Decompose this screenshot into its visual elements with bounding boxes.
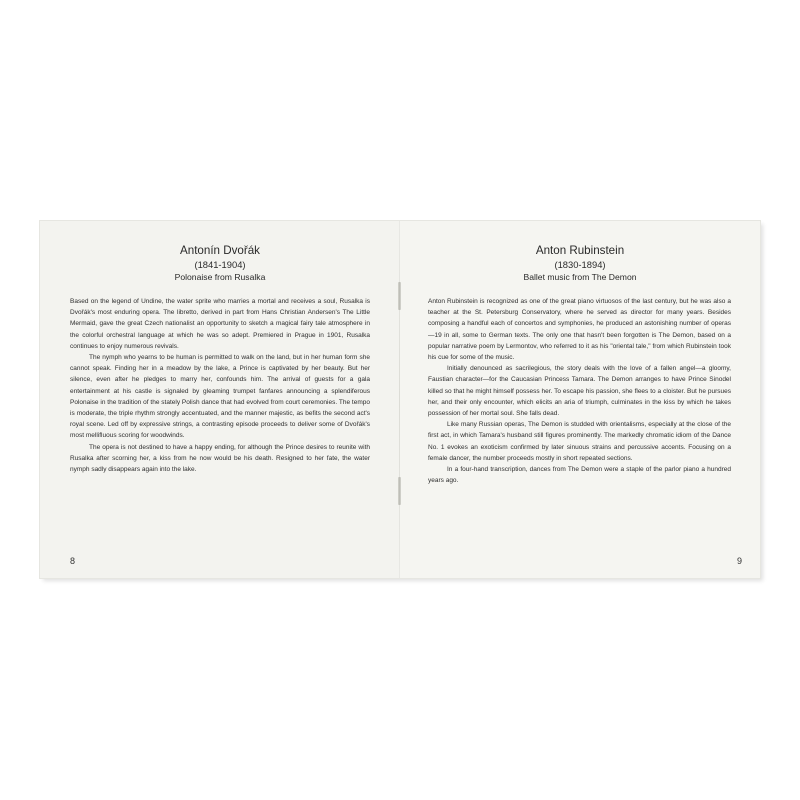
page-number: 8 [70, 556, 76, 566]
paragraph: The opera is not destined to have a happy ending, for although the Prince desires to reunite with Rusalka after scorning her, a kiss from he now would be his death. Resigned to her fate, the water nymph sadly disappears again into the lake. [70, 443, 370, 474]
right-heading [400, 244, 760, 283]
left-body-text [70, 296, 370, 475]
paragraph: Initially denounced as sacrilegious, the story deals with the love of a fallen angel—a gloomy, Faustian character—for the Caucasian Princess Tamara. The Demon arranges to have Prince Sinodel killed so that he might himself possess her. To escape his passion, she flees to a cloister. But he pursues her, and their only encounter, which elicits an aria of triumph, culminates in the kiss by which he takes possession of her mortal soul. She falls dead. [428, 365, 731, 418]
left-heading [40, 244, 400, 283]
staple [398, 477, 401, 505]
cd-booklet-spread [40, 221, 760, 578]
composer-name: Anton Rubinstein [535, 244, 625, 257]
paragraph: In a four-hand transcription, dances from The Demon were a staple of the parlor piano a hundred years ago. [428, 466, 731, 485]
staple [398, 282, 401, 310]
right-body-text [428, 296, 731, 486]
paragraph: Based on the legend of Undine, the water sprite who marries a mortal and receives a soul, Rusalka is Dvořák's most enduring opera. The libretto, derived in part from Hans Christian Andersen's The Little Mermaid, gave the great Czech nationalist an opportunity to sketch a magical fairy tale atmosphere in the colorful orchestral language at which he was so adept. Premiered in Prague in 1901, Rusalka continues to enjoy numerous revivals. [70, 298, 370, 350]
paragraph: Anton Rubinstein is recognized as one of the great piano virtuosos of the last century, but he was also a teacher at the St. Petersburg Conservatory, where he served as director for many years. Besides composing a handful each of concertos and symphonies, he produced an astonishing number of operas—19 in all, some to German texts. The only one that hasn't been forgotten is The Demon, based on a popular narrative poem by Lermontov, who referred to it as his "oriental tale," from which Rubinstein took his cue for some of the music. [428, 298, 731, 362]
left-page [40, 221, 400, 578]
right-page [400, 221, 760, 578]
composer-dates: (1841-1904) [194, 259, 246, 270]
paragraph: The nymph who yearns to be human is permitted to walk on the land, but in her human form she cannot speak. Finding her in a meadow by the lake, a Prince is captivated by her beauty. But her silence, even after he pledges to marry her, confounds him. The arrival of guests for a gala entertainment at his castle is signaled by gleaming trumpet fanfares announcing a splendiferous Polonaise in the tradition of the stately Polish dance that had evolved from court ceremonies. The tempo is moderate, the triple rhythm strongly accentuated, and the manner majestic, as befits the second act's royal scene. Led off by expressive strings, a contrasting episode proceeds to deliver some of Dvořák's most mellifluous scoring for woodwinds. [70, 354, 370, 440]
page-number: 9 [736, 556, 742, 566]
spine-fold [399, 221, 400, 578]
composer-dates: (1830-1894) [554, 259, 606, 270]
work-title: Polonaise from Rusalka [174, 272, 266, 282]
paragraph: Like many Russian operas, The Demon is studded with orientalisms, especially at the close of the first act, in which Tamara's husband still figures prominently. The markedly chromatic idiom of the Dance No. 1 evokes an exoticism confirmed by later sinuous strains and percussive accents. Focusing on a female dancer, the number proceeds mostly in short repeated sections. [428, 421, 731, 462]
work-title: Ballet music from The Demon [523, 272, 637, 282]
composer-name: Antonín Dvořák [180, 244, 260, 257]
